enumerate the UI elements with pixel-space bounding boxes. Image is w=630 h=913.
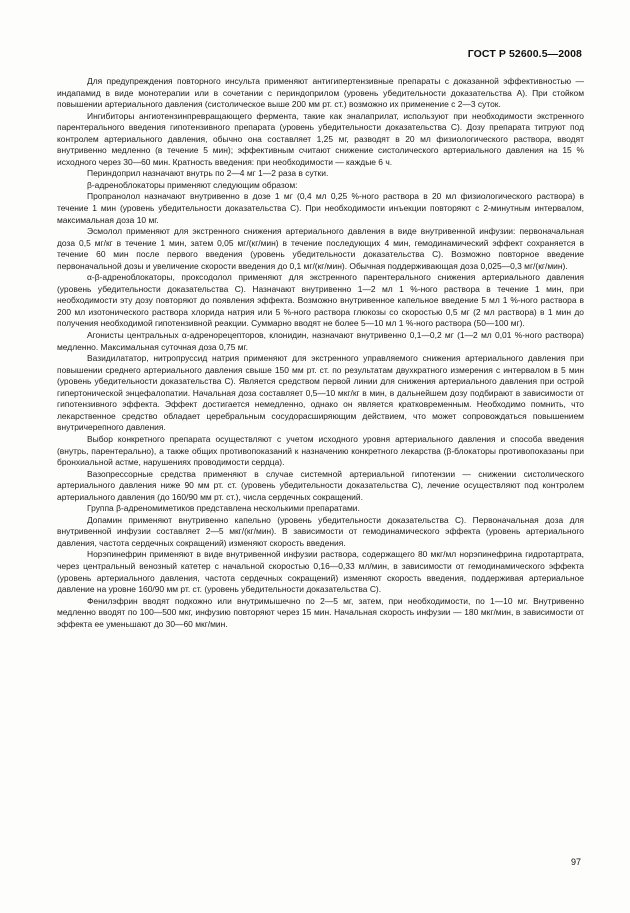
- paragraph: Эсмолол применяют для экстренного снижения артериального давления в виде внутривенной инфузии: первоначальная доза 0,5 мг/кг в течение 1 мин, затем 0,05 мг/(кг/мин) в течение последующих 4 мин, гемодинамический эффект сохраняется в течение 60 мин после первого введения (уровень убедительности доказательства С). Возможно повторное введение первоначальной дозы и увеличение скорости введения до 0,1 мг/(кг/мин). Обычная поддерживающая доза 0,025—0,3 мг/(кг/мин).: [57, 226, 584, 271]
- paragraph: α-β-адреноблокаторы, проксодолол применяют для экстренного парентерального снижения артериального давления (уровень убедительности доказательства С). Назначают внутривенно 1—2 мл 1 %-ного раствора в течение 1 мин, при необходимости эту дозу повторяют до появления эффекта. Возможно внутривенное капельное введение 5 мл 1 %-ного раствора в 200 мл изотонического раствора хлорида натрия или 5 %-ного раствора глюкозы со скоростью 0,5 мг (2 мл раствора) в 1 мин до получения необходимой гипотензивной реакции. Суммарно вводят не более 5—10 мл 1 %-ного раствора (50—100 мг).: [57, 272, 584, 329]
- paragraph: Группа β-адреномиметиков представлена несколькими препаратами.: [87, 503, 360, 514]
- paragraph: Вазидилататор, нитропруссид натрия применяют для экстренного управляемого снижения артериального давления при повышении среднего артериального давления свыше 150 мм рт. ст. по результатам двухкратного измерения с интервалом в 5 мин (уровень убедительности доказательства С). Является средством первой линии для снижения артериального давления при острой гипертонической энцефалопатии. Начальная доза составляет 0,5—10 мкг/кг в мин, в дальнейшем дозу подбирают в зависимости от гипотензивного эффекта. Эффект достигается немедленно, однако он является кратковременным. Необходимо помнить, что лекарственное средство обладает церебральным сосудорасширяющим действием, что может сопровождаться повышением внутричерепного давления.: [57, 353, 584, 433]
- paragraph: Агонисты центральных α-адренорецепторов, клонидин, назначают внутривенно 0,1—0,2 мг (1—2 мл 0,01 %-ного раствора) медленно. Максимальная суточная доза 0,75 мг.: [57, 330, 584, 352]
- paragraph: β-адреноблокаторы применяют следующим образом:: [87, 179, 298, 190]
- paragraph: Пропранолол назначают внутривенно в дозе 1 мг (0,4 мл 0,25 %-ного раствора в 20 мл физиологического раствора) в течение 1 мин (уровень убедительности доказательства С). При необходимости инъекции повторяют с 2-минутным интервалом, максимальная доза 10 мг.: [57, 191, 584, 225]
- paragraph: Периндоприл назначают внутрь по 2—4 мг 1—2 раза в сутки.: [87, 168, 329, 179]
- paragraph: Для предупреждения повторного инсульта применяют антигипертензивные препараты с доказанной эффективностью — индапамид в виде монотерапии или в сочетании с периндоприлом (уровень убедительности доказательства А). При стойком повышении артериального давления (систолическое выше 200 мм рт. ст.) возможно их применение с 2—3 суток.: [57, 76, 584, 110]
- standard-header: ГОСТ Р 52600.5—2008: [467, 48, 582, 60]
- page-number: 97: [570, 857, 581, 867]
- paragraph: Выбор конкретного препарата осуществляют с учетом исходного уровня артериального давления и способа введения (внутрь, парентерально), а также общих противопоказаний к назначению конкретного лекарства (β-блокаторы противопоказаны при бронхиальной астме, нарушениях проводимости сердца).: [57, 433, 584, 468]
- paragraph: Норэпинефрин применяют в виде внутривенной инфузии раствора, содержащего 80 мкг/мл норэпинефрина гидротартрата, через центральный венозный катетер с начальной скоростью 0,16—0,33 мл/мин, в зависимости от гемодинамического эффекта (уровень артериального давления, частота сердечных сокращений) изменяют скорость введения, поддерживая артериальное давление на уровне 160/90 мм рт. ст. (уровень убедительности доказательства С).: [57, 549, 584, 595]
- paragraph: Допамин применяют внутривенно капельно (уровень убедительности доказательства С). Первоначальная доза для внутривенной инфузии составляет 2—5 мкг/(кг/мин). В зависимости от гемодинамического эффекта (уровень артериального давления, частота сердечных сокращений) изменяют скорость введения.: [57, 514, 584, 548]
- paragraph: Ингибиторы ангиотензинпревращающего фермента, такие как эналаприлат, используют при необходимости экстренного парентерального введения гипотензивного препарата (уровень убедительности доказательства С). Дозу препарата титруют под контролем артериального давления, обычно она составляет 1,25 мг, разводят в 20 мл физиологического раствора, вводят внутривенно медленно (в течение 5 мин); эффективным считают снижение систолического артериального давления на 15 % исходного через 30—60 мин. Кратность введения: при необходимости — каждые 6 ч.: [57, 110, 584, 167]
- paragraph: Фенилэфрин вводят подкожно или внутримышечно по 2—5 мг, затем, при необходимости, по 1—10 мг. Внутривенно медленно вводят по 100—500 мкг, инфузию повторяют через 15 мин. Начальная скорость инфузии — 180 мкг/мин, в зависимости от эффекта ее уменьшают до 30—60 мкг/мин.: [57, 595, 584, 629]
- body-text: [57, 76, 584, 630]
- paragraph: Вазопрессорные средства применяют в случае системной артериальной гипотензии — снижении систолического артериального давления ниже 90 мм рт. ст. (уровень убедительности доказательства С), лечение осуществляют под контролем артериального давления (до 160/90 мм рт. ст.), числа сердечных сокращений.: [57, 468, 584, 502]
